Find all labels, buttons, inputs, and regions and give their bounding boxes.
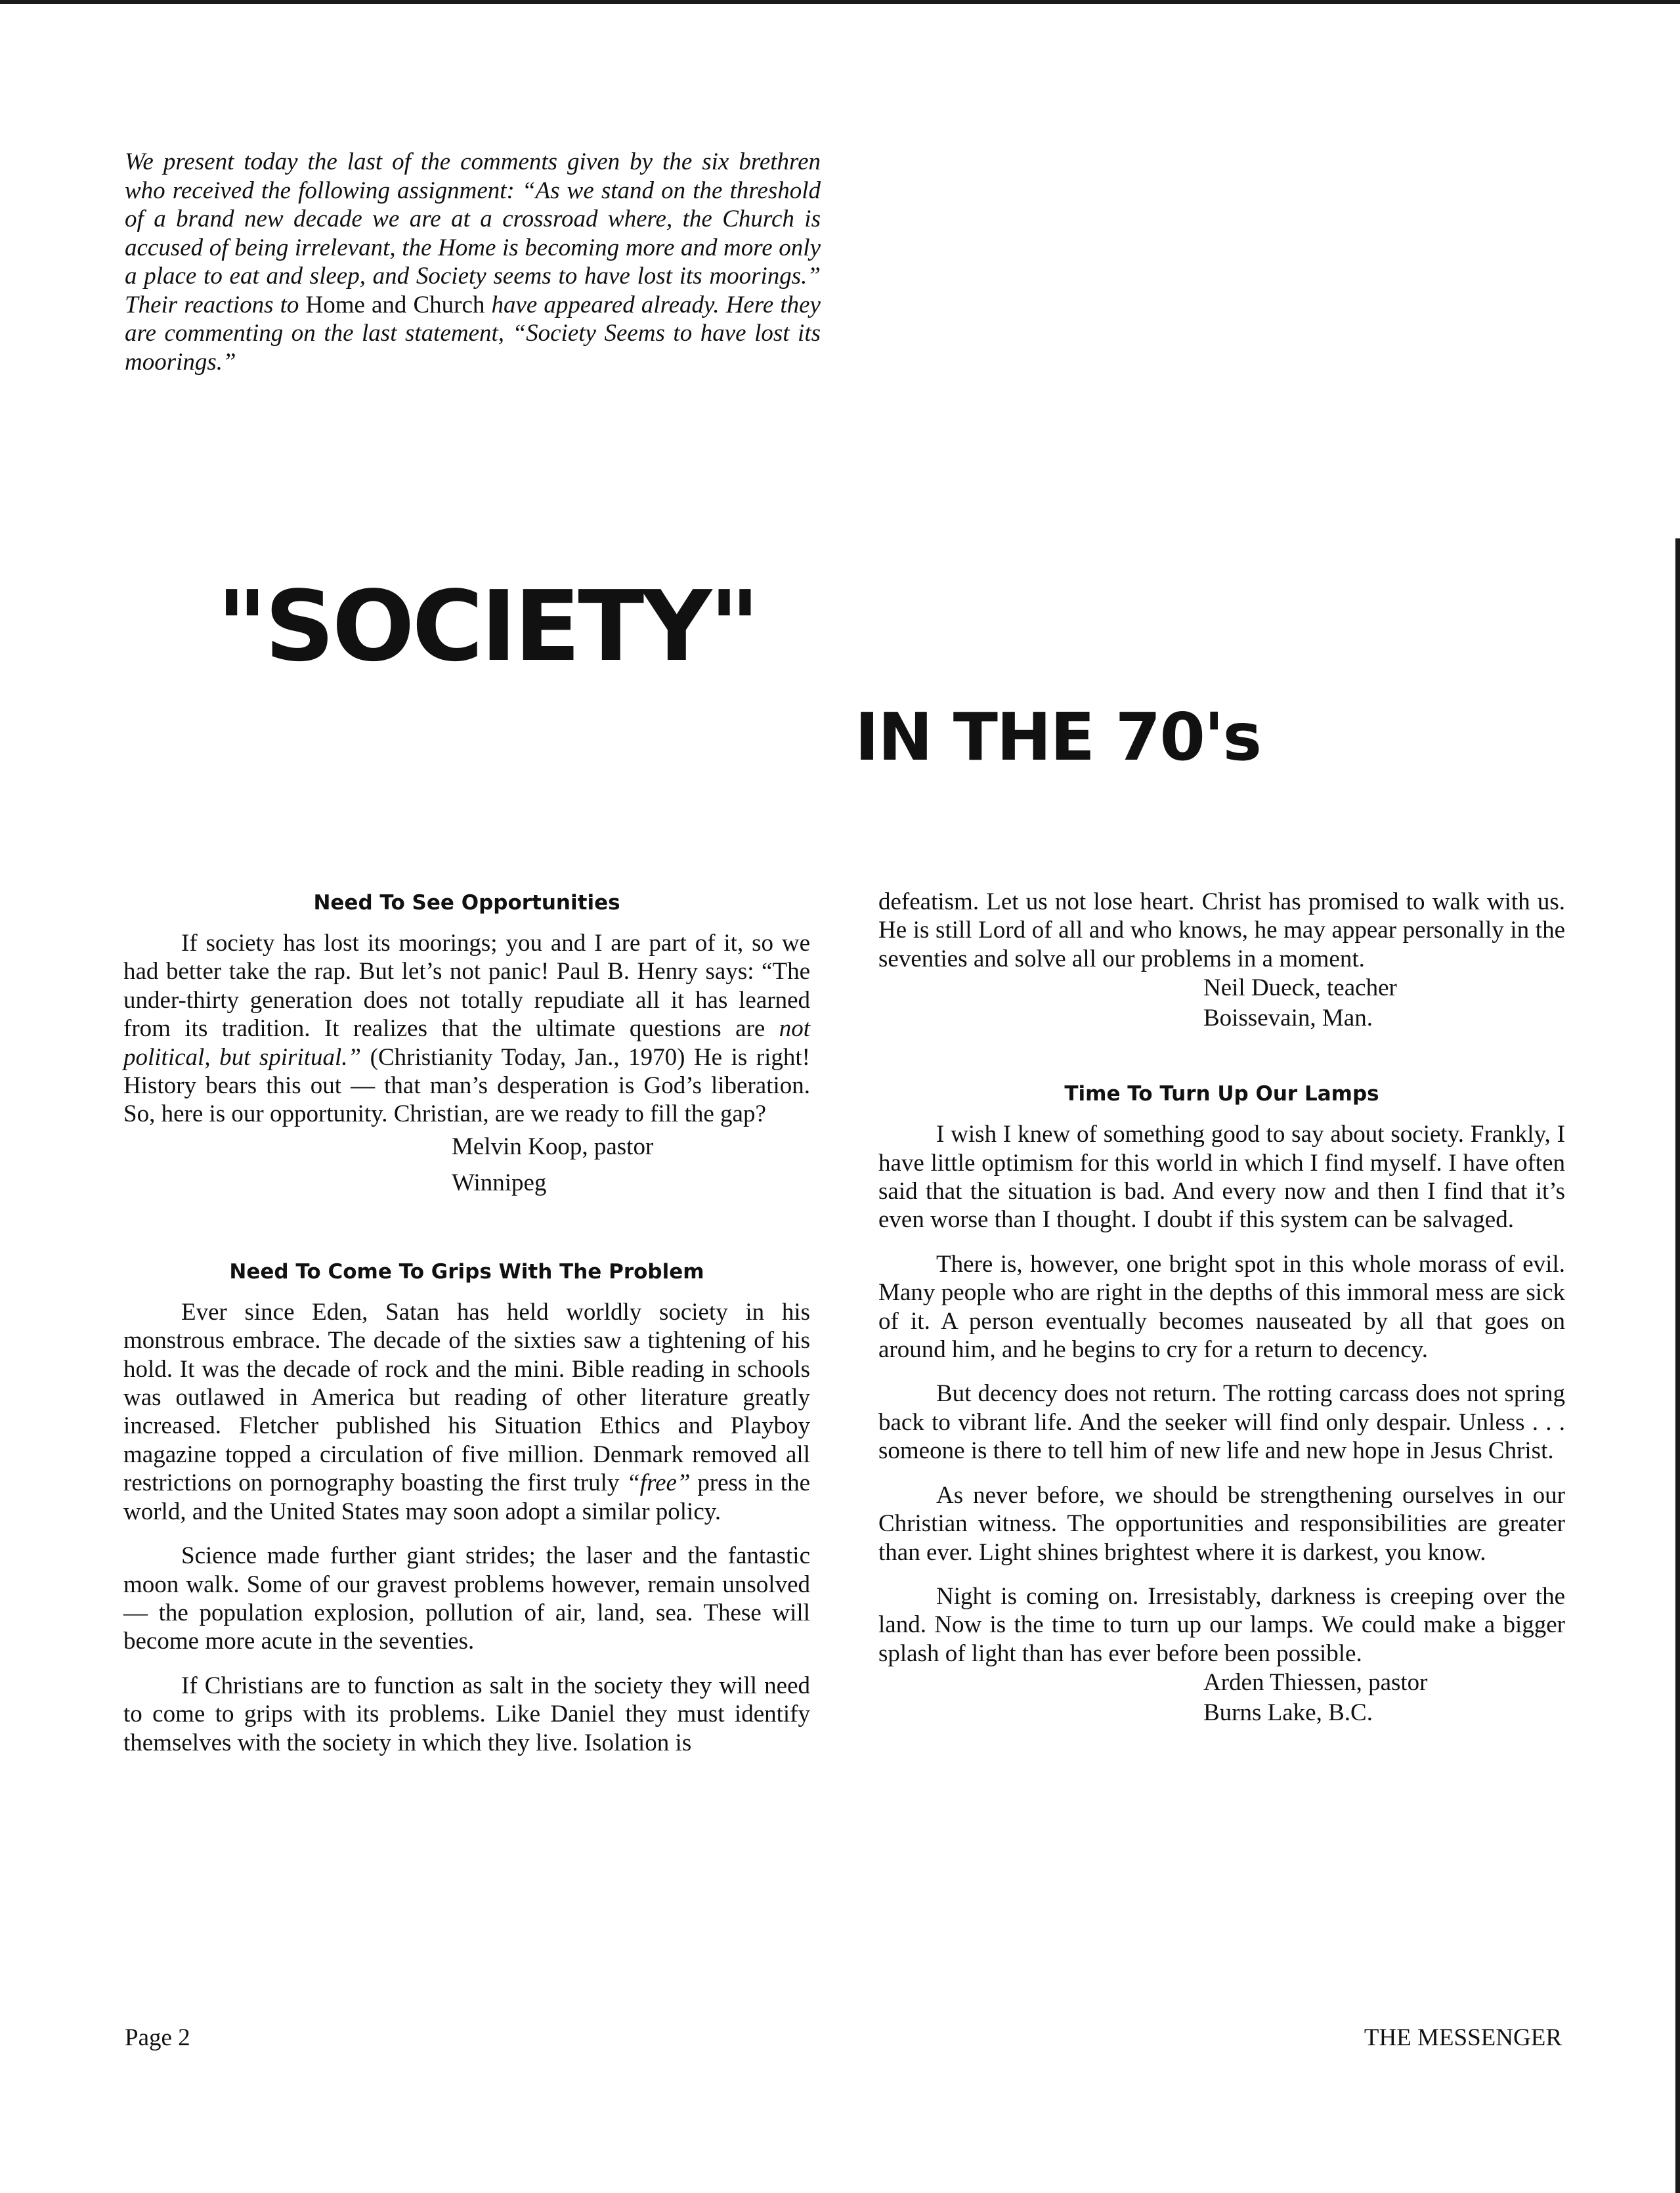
grips-paragraph-2: Science made further giant strides; the laser and the fantastic moon walk. Some of our gravest problems however, remain unsolved — the population explosion, pollution of air, land, sea. These will become more acute in the seventies. [123,1542,810,1655]
lamps-paragraph-1: I wish I knew of something good to say about society. Frankly, I have little optimism for this world in which I find myself. I have often said that the situation is bad. And every now and then I find that it’s even worse than I thought. I doubt if this system can be salvaged. [878,1121,1565,1234]
intro-church: Church [413,291,485,318]
lamps-paragraph-2: There is, however, one bright spot in this whole morass of evil. Many people who are right in the depths of this immoral mess are sick of it. A person eventually becomes nauseated by all that goes on around him, and he begins to cry for a return to decency. [878,1250,1565,1364]
grips-text-b: press in the world, and the United States may soon adopt a similar policy. [123,1469,810,1525]
intro-paragraph [125,148,821,376]
lamps-paragraph-3: But decency does not return. The rotting carcass does not spring back to vibrant life. And the seeker will find only despair. Unless . . . someone is there to tell him of new life and new hope in Jesus Christ. [878,1380,1565,1465]
grips-text-a: Ever since Eden, Satan has held worldly society in his monstrous embrace. The decade of the sixties saw a tightening of his hold. It was the decade of rock and the mini. Bible reading in schools was outlawed in America but reading of other literature greatly increased. Fletcher published his Situation Ethics and Playboy magazine topped a circulation of five million. Denmark removed all restrictions on pornography boasting the first truly [123,1298,810,1497]
signature-winnipeg: Winnipeg [452,1169,547,1196]
page-subtitle: IN THE 70's [855,699,1261,775]
intro-home: Home [305,291,365,318]
lamps-paragraph-4: As never before, we should be strengthening ourselves in our Christian witness. The opportunities and responsibilities are greater than ever. Light shines brightest where it is darkest, you know. [878,1481,1565,1566]
grips-paragraph-1 [123,1298,810,1526]
publication-name: THE MESSENGER [1364,2024,1562,2051]
page-title: "SOCIETY" [217,570,758,683]
signature-burns-lake: Burns Lake, B.C. [1203,1699,1373,1727]
page-right-edge [1675,538,1680,2193]
signature-arden-thiessen: Arden Thiessen, pastor [1203,1669,1428,1697]
opportunities-emphasis: not political, but spiritual.” [123,1015,810,1071]
grips-paragraph-3: If Christians are to function as salt in the society they will need to come to grips with its problems. Like Daniel they must identify themselves with the society in which they live. Isolation is [123,1672,810,1756]
intro-text-part1: We present today the last of the comments given by the six brethren who received the following assignment: “As we stand on the threshold of a brand new decade we are at a crossroad where, the Church is accused of being irrelevant, the Home is becoming more and more only a place to eat and sleep, and Society seems to have lost its moorings.” Their reactions to [125,148,821,318]
opportunities-paragraph [123,929,810,1129]
grips-paragraph-3-continued: defeatism. Let us not lose heart. Christ has promised to walk with us. He is still Lord of all and who knows, he may appear personally in the seventies and solve all our problems in a moment. [878,888,1565,972]
left-column [123,890,810,1757]
right-column [878,888,1565,1728]
intro-and: and [364,291,414,318]
heading-lamps: Time To Turn Up Our Lamps [1064,1082,1379,1106]
lamps-paragraph-5: Night is coming on. Irresistably, darkness is creeping over the land. Now is the time to turn up our lamps. We could make a bigger splash of light than has ever before been possible. [878,1582,1565,1667]
heading-opportunities: Need To See Opportunities [313,891,620,915]
signature-neil-dueck: Neil Dueck, teacher [1203,974,1397,1002]
opportunities-text-a: If society has lost its moorings; you and I are part of it, so we had better take the rap. But let’s not panic! Paul B. Henry says: “The under-thirty generation does not totally repudiate all it has learned from its tradition. It realizes that the ultimate questions are [123,930,810,1043]
intro-text-part2: have appeared already. Here they are commenting on the last statement, “Society Seems to have lost its moorings.” [125,291,821,376]
page-top-edge [0,0,1680,4]
heading-grips: Need To Come To Grips With The Problem [229,1259,704,1284]
signature-boissevain: Boissevain, Man. [1203,1005,1373,1032]
opportunities-text-b: (Christianity Today, Jan., 1970) He is right! History bears this out — that man’s desperation is God’s liberation. So, here is our opportunity. Christian, are we ready to fill the gap? [123,1043,810,1128]
grips-emphasis-free: “free” [626,1469,691,1497]
signature-melvin-koop: Melvin Koop, pastor [452,1133,654,1160]
page-number: Page 2 [125,2024,190,2051]
